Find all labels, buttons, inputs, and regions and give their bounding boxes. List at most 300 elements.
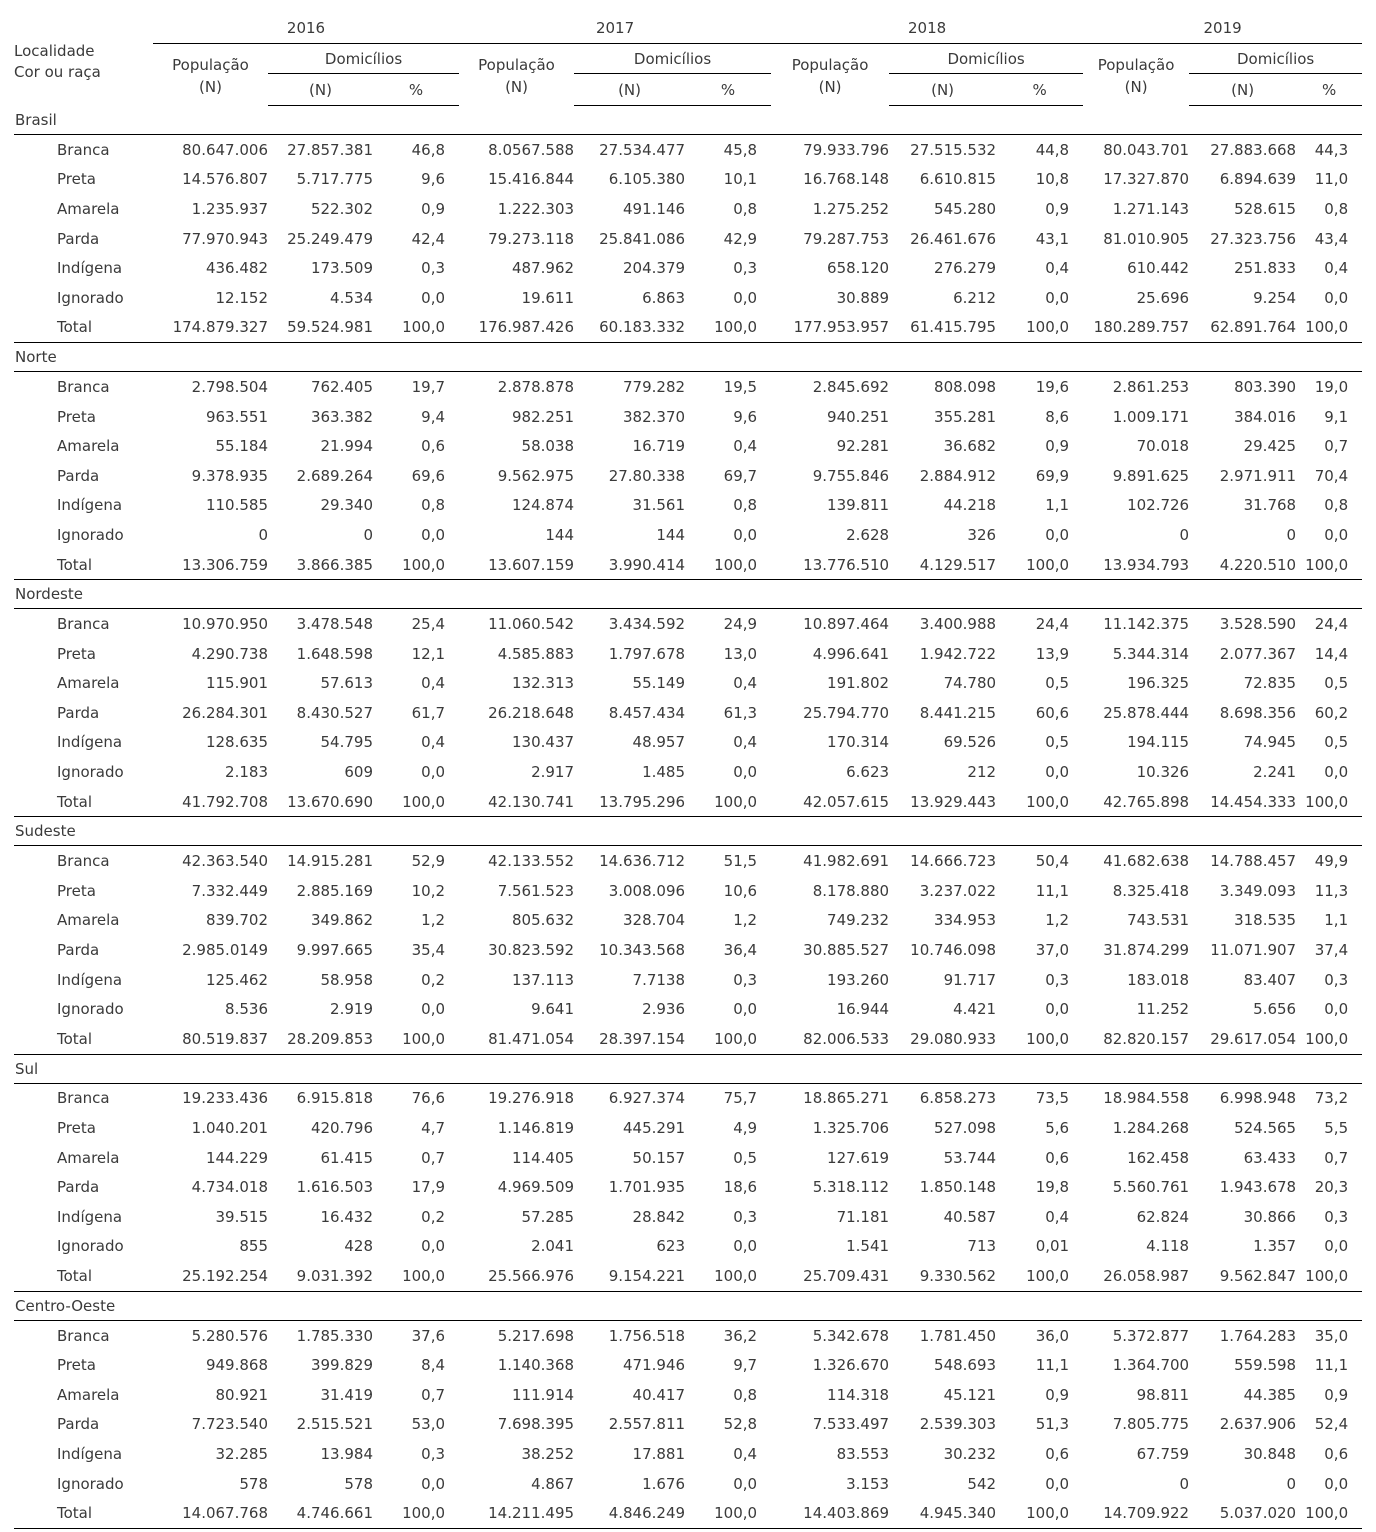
households-pct-cell: 9,6 [733,407,758,426]
households-header: Domicílios [1189,44,1362,74]
households-pct-cell: 0,0 [1324,525,1349,544]
households-n-cell: 14.454.333 [1189,787,1296,817]
households-n-cell: 6.610.815 [919,170,997,189]
population-cell: 55.184 [215,437,268,456]
population-cell: 1.040.201 [191,1119,268,1138]
population-cell: 196.325 [1127,674,1190,693]
population-cell: 25.709.431 [771,1261,889,1291]
households-pct-cell: 0,9 [1045,199,1070,218]
households-n-cell: 31.419 [320,1385,373,1404]
table-row [14,1320,1362,1350]
households-pct-cell: 0,5 [1045,733,1070,752]
households-n-cell: 13.929.443 [889,787,996,817]
households-pct-cell: 0,8 [1324,199,1349,218]
households-pct-cell: 0,0 [421,288,446,307]
population-cell: 26.058.987 [1083,1261,1189,1291]
households-n-cell: 527.098 [934,1119,997,1138]
households-pct-cell: 13,9 [1035,644,1070,663]
table-row [14,372,1362,402]
region-row [14,817,1362,846]
households-pct-cell: 73,2 [1314,1089,1349,1108]
households-pct-cell: 11,1 [1035,881,1070,900]
population-cell: 1.326.670 [812,1356,890,1375]
households-n-cell: 545.280 [934,199,997,218]
population-cell: 0 [1179,525,1190,544]
population-cell: 14.709.922 [1083,1498,1189,1528]
table-row [14,1380,1362,1410]
households-pct-cell: 0,0 [1324,288,1349,307]
category-label: Ignorado [57,763,124,782]
households-pct-cell: 0,4 [733,1444,758,1463]
households-n-cell: 25.249.479 [287,229,373,248]
households-pct-cell: 0,7 [1324,1148,1349,1167]
population-cell: 11.142.375 [1103,615,1190,634]
households-n-cell: 72.835 [1243,674,1297,693]
population-cell: 128.635 [205,733,268,752]
population-cell: 11.060.542 [488,615,575,634]
households-n-cell: 48.957 [632,733,686,752]
category-label: Indígena [57,496,123,515]
households-pct-cell: 0,2 [421,1207,446,1226]
population-cell: 115.901 [205,674,268,693]
households-n-cell: 28.842 [632,1207,686,1226]
households-n-cell: 2.557.811 [608,1415,686,1434]
population-cell: 41.982.691 [803,852,890,871]
households-pct-cell: 11,1 [1314,1356,1349,1375]
households-pct-cell: 69,9 [1035,466,1070,485]
households-n-cell: 9.254 [1253,288,1297,307]
households-pct-cell: 0,0 [421,1000,446,1019]
households-pct-cell: 0,9 [1045,1385,1070,1404]
population-cell: 6.623 [846,763,890,782]
households-n-cell: 578 [344,1474,373,1493]
households-pct-cell: 52,4 [1314,1415,1349,1434]
households-n-cell: 609 [344,763,373,782]
population-cell: 191.802 [827,674,890,693]
households-n-cell: 4.945.340 [889,1498,996,1528]
households-pct-cell: 0,3 [1045,970,1070,989]
category-label: Ignorado [57,288,124,307]
households-n-cell: 40.417 [632,1385,686,1404]
population-cell: 963.551 [205,407,268,426]
households-pct-cell: 60,2 [1314,703,1349,722]
households-n-cell: 26.461.676 [910,229,997,248]
n-subheader: (N) [574,74,685,106]
households-n-cell: 548.693 [934,1356,997,1375]
table-row [14,1113,1362,1143]
households-pct-cell: 0,0 [421,1237,446,1256]
population-cell: 102.726 [1127,496,1190,515]
households-n-cell: 17.881 [632,1444,686,1463]
population-cell: 855 [239,1237,268,1256]
households-n-cell: 420.796 [310,1119,373,1138]
households-n-cell: 61.415.795 [889,313,996,343]
population-cell: 30.889 [836,288,890,307]
population-cell: 42.130.741 [459,787,574,817]
population-cell: 5.560.761 [1112,1178,1190,1197]
table-row [14,520,1362,550]
category-label: Parda [57,1178,100,1197]
households-pct-cell: 0,8 [733,496,758,515]
population-cell: 80.043.701 [1103,140,1190,159]
households-n-cell: 0 [363,525,373,544]
category-label: Amarela [57,911,120,930]
households-n-cell: 74.945 [1243,733,1297,752]
households-pct-cell: 11,1 [1035,1356,1070,1375]
households-n-cell: 50.157 [632,1148,686,1167]
table-row [14,1232,1362,1262]
population-header: População (N) [478,55,555,96]
households-pct-cell: 0,0 [1045,1474,1070,1493]
households-pct-cell: 0,4 [421,674,446,693]
households-pct-cell: 76,6 [411,1089,446,1108]
households-pct-cell: 0,4 [733,674,758,693]
households-pct-cell: 0,6 [1324,1444,1349,1463]
households-n-cell: 6.863 [642,288,686,307]
population-cell: 7.561.523 [497,881,575,900]
population-cell: 5.217.698 [497,1326,575,1345]
households-pct-cell: 42,4 [411,229,446,248]
households-n-cell: 363.382 [310,407,373,426]
pct-subheader: % [996,74,1083,106]
households-pct-cell: 0,0 [733,525,758,544]
households-n-cell: 14.666.723 [910,852,997,871]
households-n-cell: 2.971.911 [1219,466,1297,485]
population-cell: 127.619 [827,1148,890,1167]
population-cell: 13.607.159 [459,550,574,580]
population-cell: 610.442 [1127,259,1190,278]
location-label: Localidade [14,42,95,61]
population-cell: 14.211.495 [459,1498,574,1528]
region-name: Centro-Oeste [14,1291,1362,1320]
table-row [14,313,1362,343]
table-row [14,965,1362,995]
population-cell: 193.260 [827,970,890,989]
category-label: Amarela [57,674,120,693]
category-label: Amarela [57,437,120,456]
households-n-cell: 25.841.086 [599,229,686,248]
households-pct-cell: 0,0 [733,288,758,307]
households-pct-cell: 19,0 [1314,377,1349,396]
population-cell: 13.776.510 [771,550,889,580]
table-row [14,609,1362,639]
households-pct-cell: 100,0 [685,550,771,580]
households-n-cell: 559.598 [1234,1356,1297,1375]
population-cell: 71.181 [836,1207,890,1226]
population-cell: 67.759 [1136,1444,1190,1463]
households-n-cell: 4.746.661 [268,1498,373,1528]
households-n-cell: 8.441.215 [919,703,997,722]
table-row [14,906,1362,936]
households-pct-cell: 42,9 [723,229,758,248]
households-pct-cell: 0,9 [1045,437,1070,456]
households-pct-cell: 0,8 [421,496,446,515]
households-pct-cell: 0,5 [1324,733,1349,752]
population-cell: 1.222.303 [497,199,575,218]
households-pct-cell: 100,0 [685,313,771,343]
households-pct-cell: 35,0 [1314,1326,1349,1345]
households-pct-cell: 100,0 [1296,313,1362,343]
households-n-cell: 428 [344,1237,373,1256]
households-pct-cell: 0,0 [1045,288,1070,307]
households-pct-cell: 35,4 [411,941,446,960]
population-cell: 9.562.975 [497,466,575,485]
households-pct-cell: 100,0 [373,787,459,817]
category-label: Ignorado [57,1474,124,1493]
households-n-cell: 5.656 [1253,1000,1297,1019]
table-body [14,106,1362,1529]
table-row [14,1202,1362,1232]
category-label: Parda [57,229,100,248]
population-cell: 12.152 [215,288,268,307]
table-header [14,13,1362,106]
households-pct-cell: 0,0 [1045,525,1070,544]
households-n-cell: 4.129.517 [889,550,996,580]
households-n-cell: 1.485 [642,763,686,782]
households-pct-cell: 0,3 [733,1207,758,1226]
category-label: Total [14,1498,153,1528]
population-cell: 2.183 [225,763,268,782]
households-n-cell: 212 [967,763,997,782]
population-cell: 124.874 [512,496,575,515]
table-row [14,402,1362,432]
population-cell: 7.533.497 [812,1415,890,1434]
households-n-cell: 762.405 [310,377,373,396]
households-n-cell: 53.744 [943,1148,997,1167]
households-n-cell: 349.862 [310,911,373,930]
population-cell: 743.531 [1127,911,1190,930]
category-label: Branca [57,140,110,159]
population-cell: 436.482 [205,259,268,278]
households-pct-cell: 0,0 [1324,763,1349,782]
population-cell: 1.325.706 [812,1119,890,1138]
households-n-cell: 6.927.374 [608,1089,686,1108]
households-n-cell: 6.915.818 [296,1089,373,1108]
population-cell: 2.628 [846,525,890,544]
households-pct-cell: 10,8 [1035,170,1070,189]
households-pct-cell: 10,6 [723,881,758,900]
households-pct-cell: 1,1 [1045,496,1070,515]
population-cell: 144 [545,525,575,544]
households-n-cell: 74.780 [943,674,997,693]
households-n-cell: 7.7138 [632,970,686,989]
households-pct-cell: 9,4 [421,407,446,426]
year-header: 2019 [1083,13,1362,44]
households-n-cell: 27.534.477 [599,140,686,159]
households-n-cell: 173.509 [310,259,373,278]
population-cell: 144.229 [205,1148,268,1167]
population-cell: 1.235.937 [191,199,268,218]
households-n-cell: 16.719 [632,437,686,456]
households-n-cell: 318.535 [1234,911,1297,930]
households-pct-cell: 100,0 [996,1261,1083,1291]
population-cell: 0 [1179,1474,1190,1493]
households-pct-cell: 0,0 [1045,763,1070,782]
category-label: Branca [57,852,110,871]
households-n-cell: 623 [656,1237,686,1256]
households-n-cell: 30.866 [1243,1207,1297,1226]
households-n-cell: 528.615 [1234,199,1297,218]
data-table [14,13,1362,1529]
households-pct-cell: 46,8 [411,140,446,159]
households-n-cell: 251.833 [1234,259,1297,278]
households-pct-cell: 69,6 [411,466,446,485]
population-cell: 82.820.157 [1083,1024,1189,1054]
households-n-cell: 3.434.592 [608,615,686,634]
population-cell: 170.314 [827,733,890,752]
population-cell: 7.805.775 [1112,1415,1190,1434]
households-pct-cell: 19,8 [1035,1178,1070,1197]
population-cell: 139.811 [827,496,890,515]
table-row [14,1083,1362,1113]
population-cell: 114.405 [512,1148,575,1167]
population-cell: 180.289.757 [1083,313,1189,343]
households-n-cell: 61.415 [320,1148,373,1167]
population-cell: 111.914 [512,1385,575,1404]
households-n-cell: 31.768 [1243,496,1297,515]
households-n-cell: 326 [967,525,997,544]
households-n-cell: 2.919 [330,1000,373,1019]
table-row [14,876,1362,906]
households-n-cell: 1.764.283 [1219,1326,1297,1345]
households-n-cell: 21.994 [320,437,373,456]
table-row [14,283,1362,313]
households-n-cell: 3.237.022 [919,881,997,900]
households-pct-cell: 0,3 [421,1444,446,1463]
households-n-cell: 9.031.392 [268,1261,373,1291]
population-cell: 79.287.753 [803,229,890,248]
households-n-cell: 542 [967,1474,997,1493]
population-cell: 805.632 [512,911,575,930]
population-cell: 130.437 [512,733,575,752]
households-n-cell: 803.390 [1234,377,1297,396]
households-pct-cell: 0,0 [733,1237,758,1256]
population-cell: 26.218.648 [488,703,575,722]
households-n-cell: 9.997.665 [296,941,373,960]
households-n-cell: 2.637.906 [1219,1415,1297,1434]
households-pct-cell: 0,0 [733,1000,758,1019]
population-cell: 25.566.976 [459,1261,574,1291]
households-pct-cell: 5,6 [1045,1119,1070,1138]
households-n-cell: 1.943.678 [1219,1178,1297,1197]
population-cell: 9.891.625 [1112,466,1190,485]
households-n-cell: 355.281 [934,407,997,426]
households-pct-cell: 1,2 [1045,911,1070,930]
households-n-cell: 524.565 [1234,1119,1297,1138]
households-n-cell: 276.279 [934,259,997,278]
households-pct-cell: 37,6 [411,1326,446,1345]
category-label: Amarela [57,199,120,218]
category-label: Parda [57,941,100,960]
households-pct-cell: 0,4 [1045,1207,1070,1226]
households-pct-cell: 12,1 [411,644,446,663]
households-n-cell: 5.717.775 [296,170,373,189]
population-cell: 30.823.592 [488,941,575,960]
population-cell: 0 [258,525,268,544]
category-label: Preta [57,1356,96,1375]
table-row [14,1172,1362,1202]
population-cell: 19.276.918 [488,1089,575,1108]
households-pct-cell: 43,4 [1314,229,1349,248]
households-n-cell: 44.218 [943,496,997,515]
population-cell: 7.723.540 [191,1415,268,1434]
population-cell: 17.327.870 [1103,170,1190,189]
population-cell: 80.519.837 [153,1024,268,1054]
population-cell: 982.251 [512,407,575,426]
households-n-cell: 2.885.169 [296,881,373,900]
category-label: Branca [57,615,110,634]
households-n-cell: 58.958 [320,970,373,989]
population-cell: 82.006.533 [771,1024,889,1054]
households-pct-cell: 100,0 [996,787,1083,817]
category-label: Parda [57,703,100,722]
households-n-cell: 62.891.764 [1189,313,1296,343]
households-pct-cell: 0,5 [1324,674,1349,693]
households-pct-cell: 100,0 [996,313,1083,343]
households-pct-cell: 36,0 [1035,1326,1070,1345]
category-label: Ignorado [57,1237,124,1256]
pct-subheader: % [373,74,459,106]
households-n-cell: 6.105.380 [608,170,686,189]
households-pct-cell: 0,9 [1324,1385,1349,1404]
population-cell: 31.874.299 [1103,941,1190,960]
households-n-cell: 4.421 [953,1000,997,1019]
households-pct-cell: 24,9 [723,615,758,634]
households-pct-cell: 36,2 [723,1326,758,1345]
population-cell: 14.403.869 [771,1498,889,1528]
households-pct-cell: 1,1 [1324,911,1349,930]
households-n-cell: 1.797.678 [608,644,686,663]
households-pct-cell: 18,6 [723,1178,758,1197]
households-pct-cell: 100,0 [685,1261,771,1291]
households-n-cell: 10.746.098 [910,941,997,960]
population-cell: 137.113 [512,970,575,989]
population-cell: 4.867 [531,1474,575,1493]
households-n-cell: 8.698.356 [1219,703,1297,722]
households-n-cell: 4.534 [330,288,373,307]
households-pct-cell: 0,0 [1045,1000,1070,1019]
households-pct-cell: 69,7 [723,466,758,485]
households-pct-cell: 10,1 [723,170,758,189]
population-cell: 1.271.143 [1112,199,1190,218]
population-cell: 16.768.148 [803,170,890,189]
population-cell: 19.233.436 [182,1089,268,1108]
households-pct-cell: 24,4 [1314,615,1349,634]
location-header [14,13,153,106]
population-cell: 83.553 [836,1444,890,1463]
households-pct-cell: 19,5 [723,377,758,396]
population-cell: 2.917 [531,763,575,782]
households-n-cell: 28.397.154 [574,1024,685,1054]
population-cell: 2.861.253 [1112,377,1190,396]
households-n-cell: 384.016 [1234,407,1297,426]
region-name: Brasil [14,106,1362,135]
population-cell: 70.018 [1136,437,1190,456]
population-cell: 8.0567.588 [488,140,575,159]
households-n-cell: 399.829 [310,1356,373,1375]
households-pct-cell: 36,4 [723,941,758,960]
population-cell: 25.878.444 [1103,703,1190,722]
population-cell: 8.325.418 [1112,881,1190,900]
households-pct-cell: 24,4 [1035,615,1070,634]
households-pct-cell: 70,4 [1314,466,1349,485]
households-n-cell: 328.704 [623,911,686,930]
population-cell: 42.133.552 [488,852,575,871]
households-n-cell: 27.323.756 [1210,229,1297,248]
population-cell: 14.067.768 [153,1498,268,1528]
households-n-cell: 2.515.521 [296,1415,373,1434]
category-label: Indígena [57,970,123,989]
